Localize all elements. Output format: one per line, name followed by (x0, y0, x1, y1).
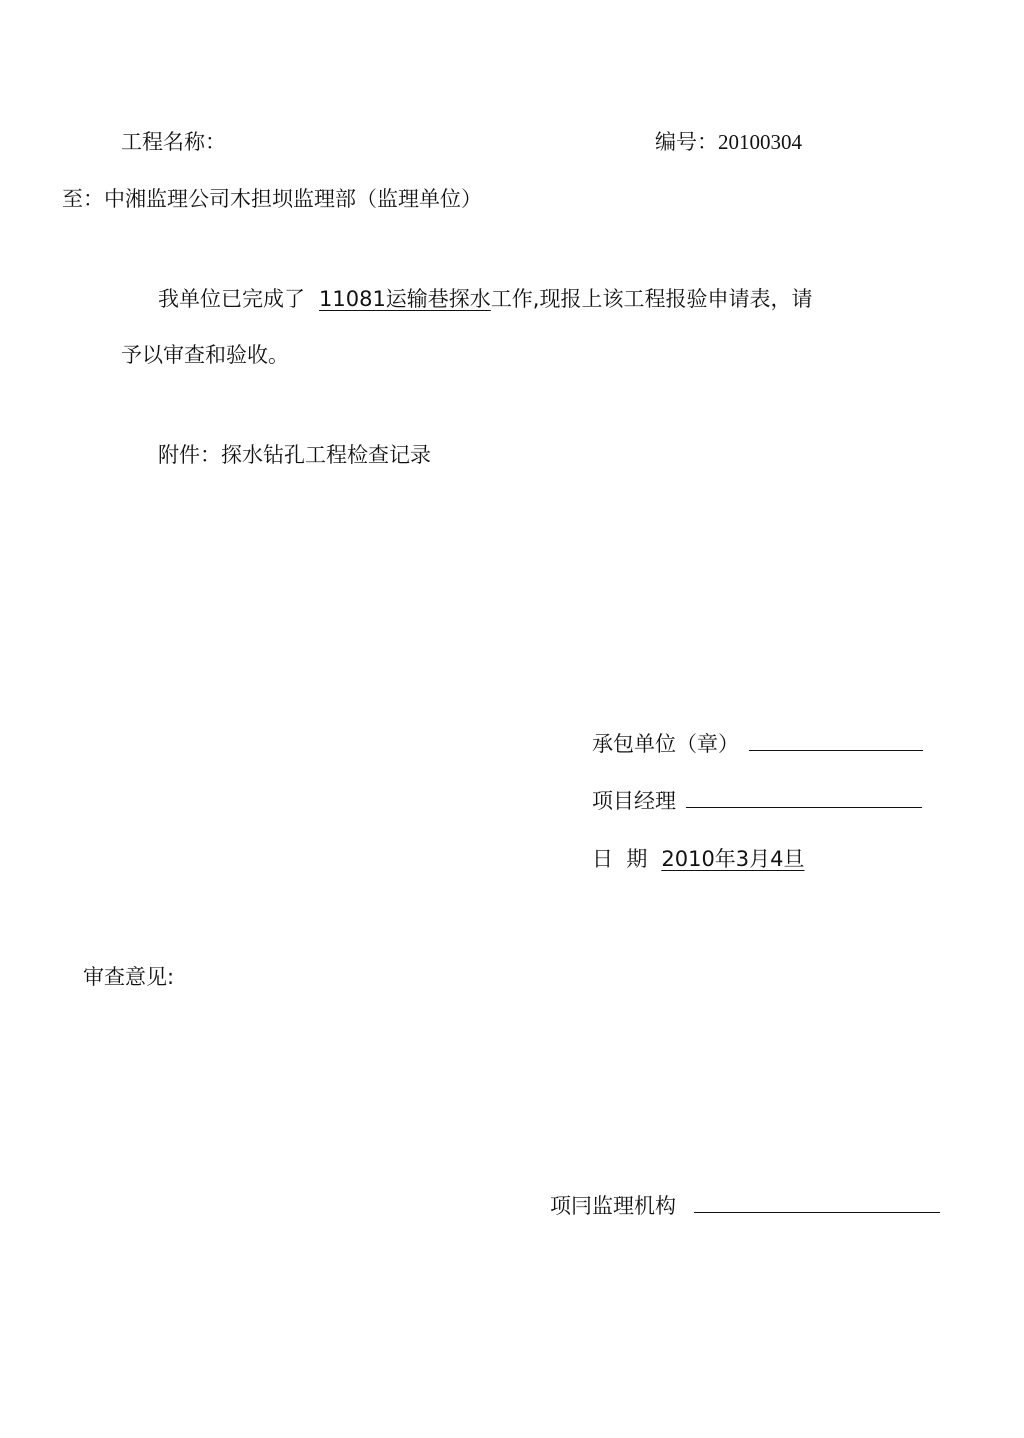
contractor-blank (749, 732, 923, 751)
supervision-org-blank (694, 1194, 940, 1213)
review-label: 审查意见: (83, 965, 175, 989)
body-paragraph-line2: 予以审查和验收。 (121, 343, 289, 367)
project-name-label: 工程名称： (121, 130, 226, 154)
supervision-org-label: 项冃监理机构 (550, 1194, 676, 1218)
date-label: 日 期 (592, 847, 648, 871)
manager-signature (592, 787, 922, 815)
work-item: 11081运输巷探水 (319, 287, 491, 311)
serial-number (655, 128, 802, 156)
supervision-org-signature (550, 1192, 940, 1220)
contractor-signature (592, 730, 923, 758)
attachment-line: 附件：探水钻孔工程检查记录 (158, 443, 431, 467)
body-paragraph-line1 (158, 285, 813, 313)
date-line (592, 845, 805, 873)
contractor-label: 承包单位（章） (592, 732, 739, 756)
addressee-line: 至：中湘监理公司木担坝监理部（监理单位） (62, 187, 482, 211)
manager-blank (686, 789, 922, 808)
serial-value: 20100304 (718, 130, 802, 154)
manager-label: 项目经理 (592, 789, 676, 813)
body-suffix: 工作,现报上该工程报验申请表，请 (490, 287, 813, 311)
serial-label: 编号： (655, 130, 718, 154)
date-value: 2010年3月4旦 (661, 847, 805, 871)
body-prefix: 我单位已完成了 (158, 287, 305, 311)
